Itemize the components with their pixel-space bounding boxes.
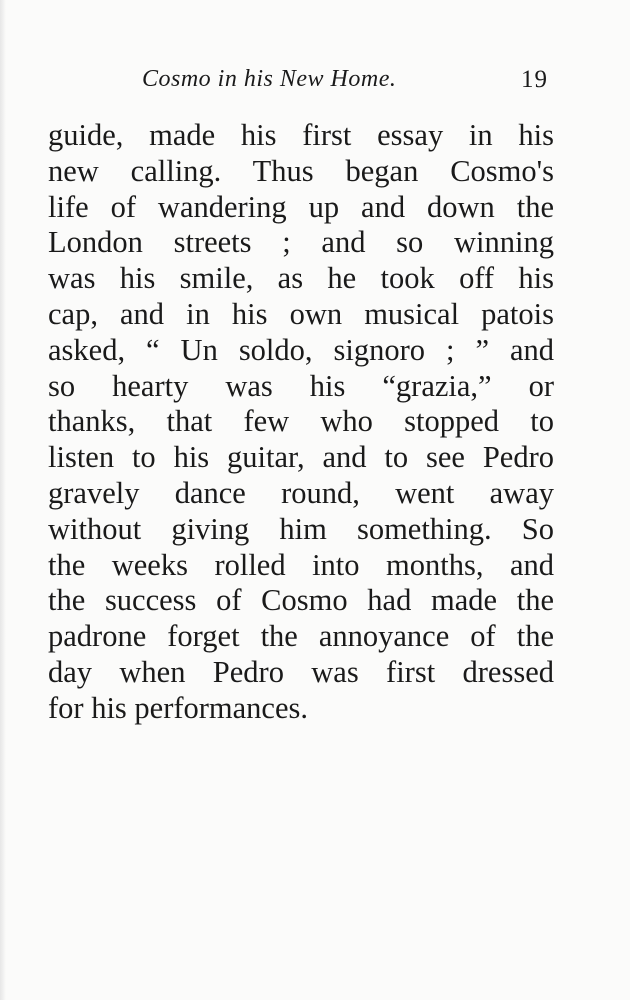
running-title: Cosmo in his New Home.: [142, 66, 397, 92]
text-line: without giving him something. So: [48, 511, 554, 546]
text-line: gravely dance round, went away: [48, 475, 554, 510]
text-line: London streets ; and so winning: [48, 225, 554, 260]
text-line: day when Pedro was first dressed: [48, 654, 554, 689]
text-line: was his smile, as he took off his: [48, 261, 554, 296]
text-line: the success of Cosmo had made the: [48, 583, 554, 618]
text-line: asked, “ Un soldo, signoro ; ” and: [48, 332, 554, 367]
text-line: life of wandering up and down the: [48, 189, 554, 224]
body-text: [48, 118, 554, 727]
page-number: 19: [521, 66, 548, 93]
text-line: new calling. Thus began Cosmo's: [48, 153, 554, 188]
text-line: guide, made his first essay in his: [48, 118, 554, 152]
text-line: so hearty was his “grazia,” or: [48, 368, 554, 403]
text-line: padrone forget the annoyance of the: [48, 619, 554, 654]
text-line: thanks, that few who stopped to: [48, 404, 554, 439]
text-line: cap, and in his own musical patois: [48, 296, 554, 331]
text-line: the weeks rolled into months, and: [48, 547, 554, 582]
text-line: listen to his guitar, and to see Pedro: [48, 440, 554, 475]
running-head: [0, 66, 630, 106]
text-line: for his performances.: [48, 690, 308, 725]
